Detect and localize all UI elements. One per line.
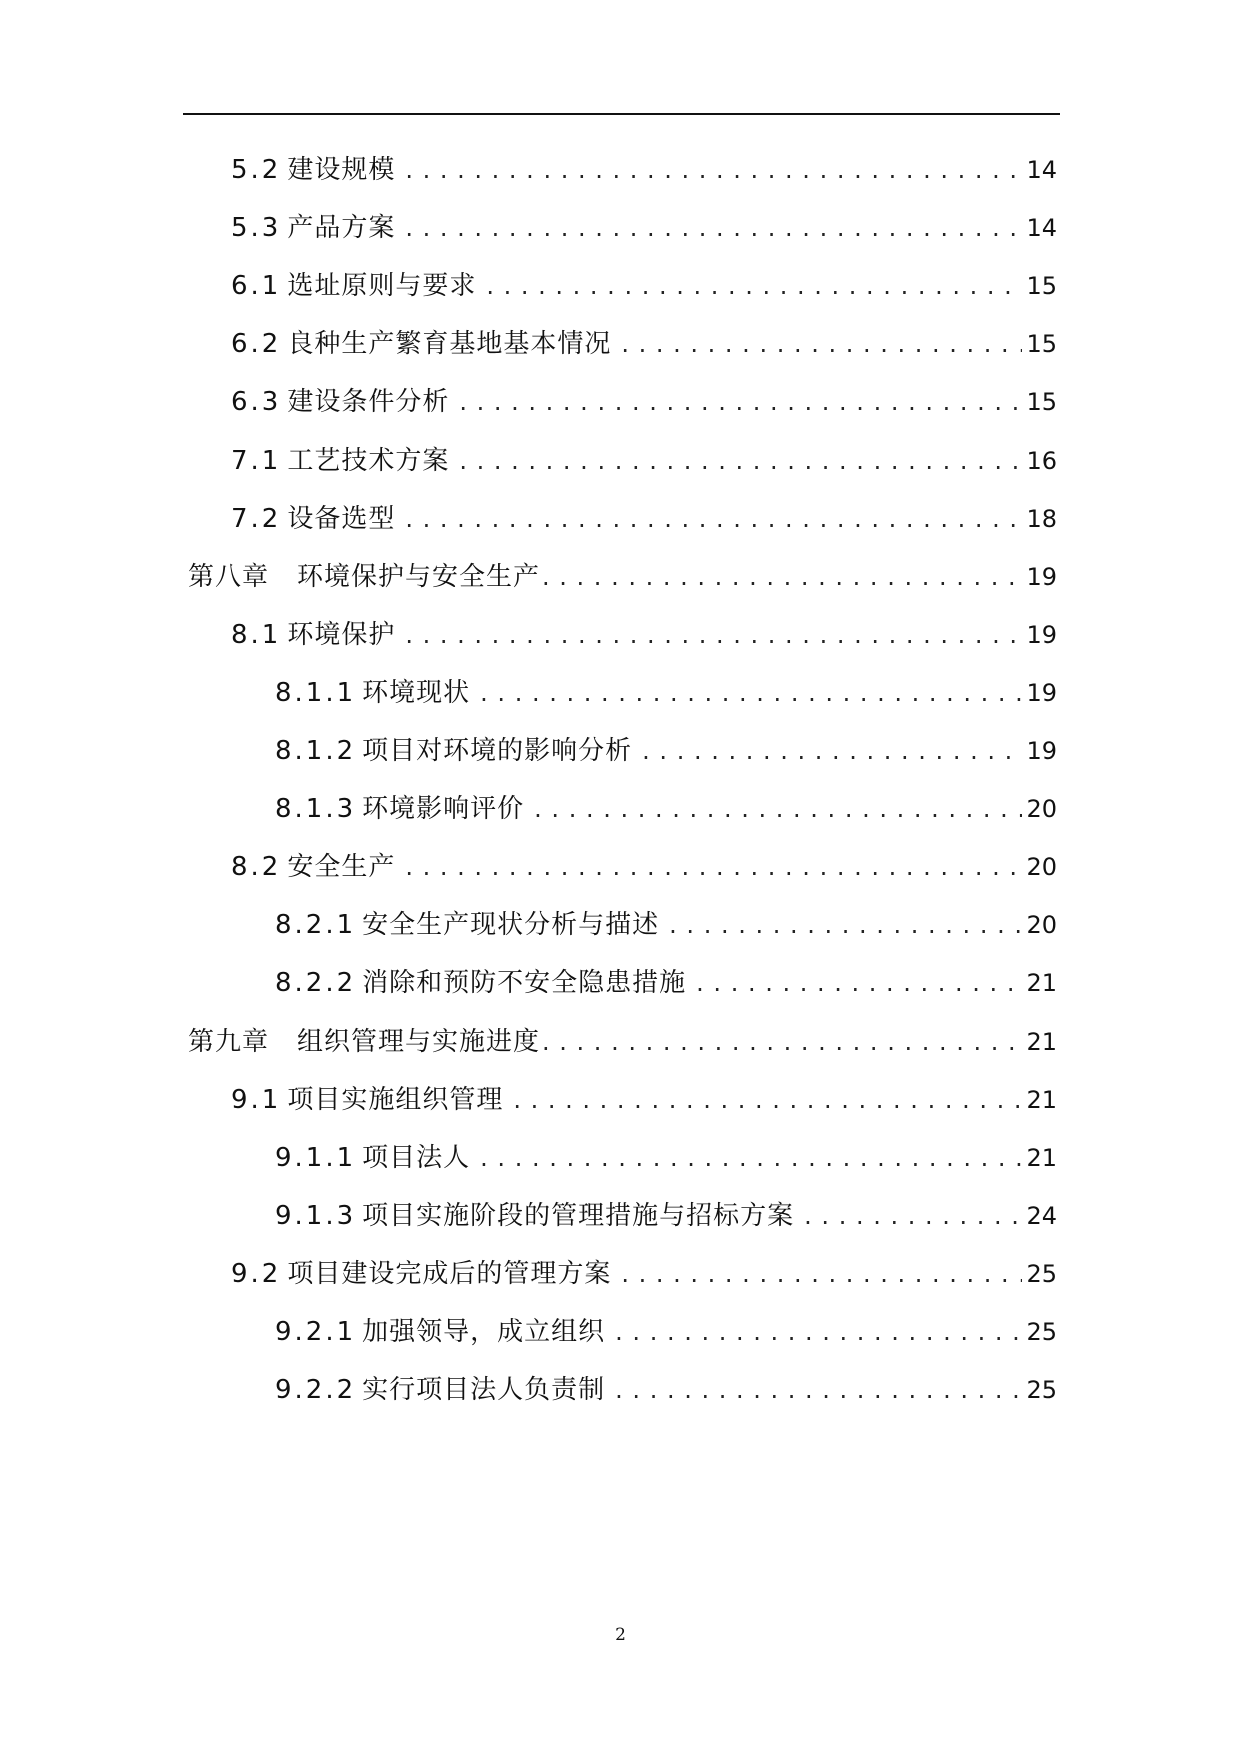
toc-entry[interactable]: [231, 499, 1057, 539]
toc-entry-page: 16: [1026, 446, 1057, 475]
toc-entry[interactable]: [231, 847, 1057, 887]
toc-dot-leader: [513, 1080, 1022, 1120]
toc-entry-number: 8.1: [231, 619, 282, 650]
toc-entry-number: 9.1.1: [275, 1142, 357, 1173]
toc-entry[interactable]: [275, 1312, 1057, 1352]
toc-entry-number: 6.3: [231, 387, 282, 418]
toc-dot-leader: [669, 905, 1022, 945]
toc-entry[interactable]: [275, 789, 1057, 829]
toc-entry-number: 5.2: [231, 155, 282, 185]
toc-entry-number: 9.1: [231, 1084, 282, 1115]
toc-dot-leader: [480, 673, 1022, 713]
toc-entry-title: 良种生产繁育基地基本情况: [287, 329, 612, 360]
header-rule: [183, 113, 1060, 115]
toc-entry-number: 8.1.3: [275, 794, 357, 825]
toc-entry-number: 6.1: [231, 271, 282, 302]
toc-dot-leader: [405, 847, 1022, 887]
toc-entry[interactable]: [275, 673, 1057, 713]
toc-entry-page: 14: [1026, 156, 1057, 184]
toc-entry[interactable]: [188, 557, 1057, 597]
toc-entry-title: 选址原则与要求: [287, 271, 477, 302]
toc-entry-number: 9.2: [231, 1258, 282, 1289]
toc-dot-leader: [534, 789, 1022, 829]
toc-entry-title: 项目实施阶段的管理措施与招标方案: [362, 1200, 795, 1231]
toc-entry[interactable]: [231, 266, 1057, 306]
toc-entry[interactable]: [275, 1196, 1057, 1236]
toc-entry-page: 25: [1026, 1318, 1057, 1346]
toc-entry-page: 19: [1026, 678, 1057, 707]
toc-dot-leader: [615, 1370, 1022, 1410]
toc-dot-leader: [486, 266, 1022, 306]
toc-entry-page: 14: [1026, 214, 1057, 243]
toc-entry-title: 项目对环境的影响分析: [362, 736, 633, 766]
toc-entry[interactable]: [231, 382, 1057, 422]
toc-dot-leader: [405, 208, 1022, 248]
toc-entry-page: 15: [1026, 330, 1057, 359]
toc-entry-page: 15: [1026, 388, 1057, 417]
toc-entry-page: 19: [1026, 737, 1057, 765]
toc-entry-number: 5.3: [231, 213, 282, 244]
toc-entry-title: 设备选型: [287, 503, 396, 534]
toc-dot-leader: [642, 731, 1022, 771]
toc-entry-page: 20: [1026, 853, 1057, 882]
toc-entry-page: 21: [1026, 1143, 1057, 1172]
toc-entry-page: 25: [1026, 1376, 1057, 1405]
toc-entry[interactable]: [275, 1370, 1057, 1410]
toc-entry[interactable]: [275, 963, 1057, 1003]
toc-dot-leader: [405, 499, 1022, 539]
toc-entry-page: 18: [1026, 504, 1057, 533]
toc-entry-page: 21: [1026, 1085, 1057, 1114]
toc-entry[interactable]: [231, 208, 1057, 248]
toc-entry-number: 9.2.2: [275, 1375, 357, 1406]
toc-entry[interactable]: [275, 905, 1057, 945]
toc-entry-page: 21: [1026, 969, 1057, 998]
toc-entry-number: 8.2.1: [275, 910, 357, 941]
toc-entry[interactable]: [231, 441, 1057, 481]
toc-entry-page: 20: [1026, 795, 1057, 824]
toc-entry[interactable]: [231, 1254, 1057, 1294]
toc-entry-number: 8.1.2: [275, 736, 357, 766]
toc-entry-title: 环境影响评价: [362, 794, 525, 825]
toc-entry-title: 项目法人: [362, 1142, 471, 1173]
toc-entry-number: 第八章: [188, 561, 270, 592]
toc-entry-title: 项目建设完成后的管理方案: [287, 1258, 612, 1289]
toc-entry-title: 环境现状: [362, 677, 471, 708]
toc-entry-page: 24: [1026, 1201, 1057, 1230]
toc-entry-number: 7.2: [231, 503, 282, 534]
toc-entry-title: 安全生产现状分析与描述: [362, 910, 660, 941]
toc-entry-title: 环境保护与安全生产: [297, 561, 541, 592]
toc-entry-title: 建设规模: [287, 155, 396, 185]
toc-entry[interactable]: [188, 1022, 1057, 1062]
toc-dot-leader: [480, 1138, 1022, 1178]
toc-entry-title: 加强领导，成立组织: [362, 1317, 606, 1347]
toc-dot-leader: [621, 1254, 1022, 1294]
toc-entry-title: 组织管理与实施进度: [297, 1026, 541, 1057]
toc-dot-leader: [615, 1312, 1022, 1352]
toc-entry-page: 20: [1026, 911, 1057, 940]
toc-entry-number: 8.1.1: [275, 677, 357, 708]
toc-entry[interactable]: [231, 150, 1057, 190]
toc-entry-title: 产品方案: [287, 213, 396, 244]
toc-entry-title: 实行项目法人负责制: [362, 1375, 606, 1406]
toc-entry-number: 7.1: [231, 445, 282, 476]
toc-entry-title: 建设条件分析: [287, 387, 450, 418]
toc-entry-page: 15: [1026, 272, 1057, 301]
toc-dot-leader: [405, 615, 1022, 655]
toc-dot-leader: [459, 382, 1022, 422]
toc-entry[interactable]: [231, 615, 1057, 655]
toc-entry[interactable]: [231, 324, 1057, 364]
toc-entry-number: 9.2.1: [275, 1317, 357, 1347]
toc-entry-number: 第九章: [188, 1026, 270, 1057]
toc-entry-page: 19: [1026, 620, 1057, 649]
toc-entry-title: 消除和预防不安全隐患措施: [362, 968, 687, 999]
toc-dot-leader: [542, 1022, 1022, 1062]
toc-entry[interactable]: [275, 731, 1057, 771]
toc-entry[interactable]: [275, 1138, 1057, 1178]
toc-dot-leader: [696, 963, 1022, 1003]
toc-entry[interactable]: [231, 1080, 1057, 1120]
toc-dot-leader: [405, 150, 1022, 190]
toc-entry-page: 25: [1026, 1259, 1057, 1288]
page-number: 2: [615, 1625, 626, 1645]
toc-dot-leader: [804, 1196, 1022, 1236]
toc-entry-number: 6.2: [231, 329, 282, 360]
toc-dot-leader: [621, 324, 1022, 364]
toc-entry-page: 21: [1026, 1027, 1057, 1056]
toc-dot-leader: [542, 557, 1022, 597]
toc-dot-leader: [459, 441, 1022, 481]
toc-entry-title: 工艺技术方案: [287, 445, 450, 476]
toc-entry-title: 安全生产: [287, 852, 396, 883]
toc-entry-number: 9.1.3: [275, 1200, 357, 1231]
toc-entry-number: 8.2.2: [275, 968, 357, 999]
toc-entry-page: 19: [1026, 562, 1057, 591]
toc-entry-title: 环境保护: [287, 619, 396, 650]
toc-entry-number: 8.2: [231, 852, 282, 883]
toc-entry-title: 项目实施组织管理: [287, 1084, 504, 1115]
